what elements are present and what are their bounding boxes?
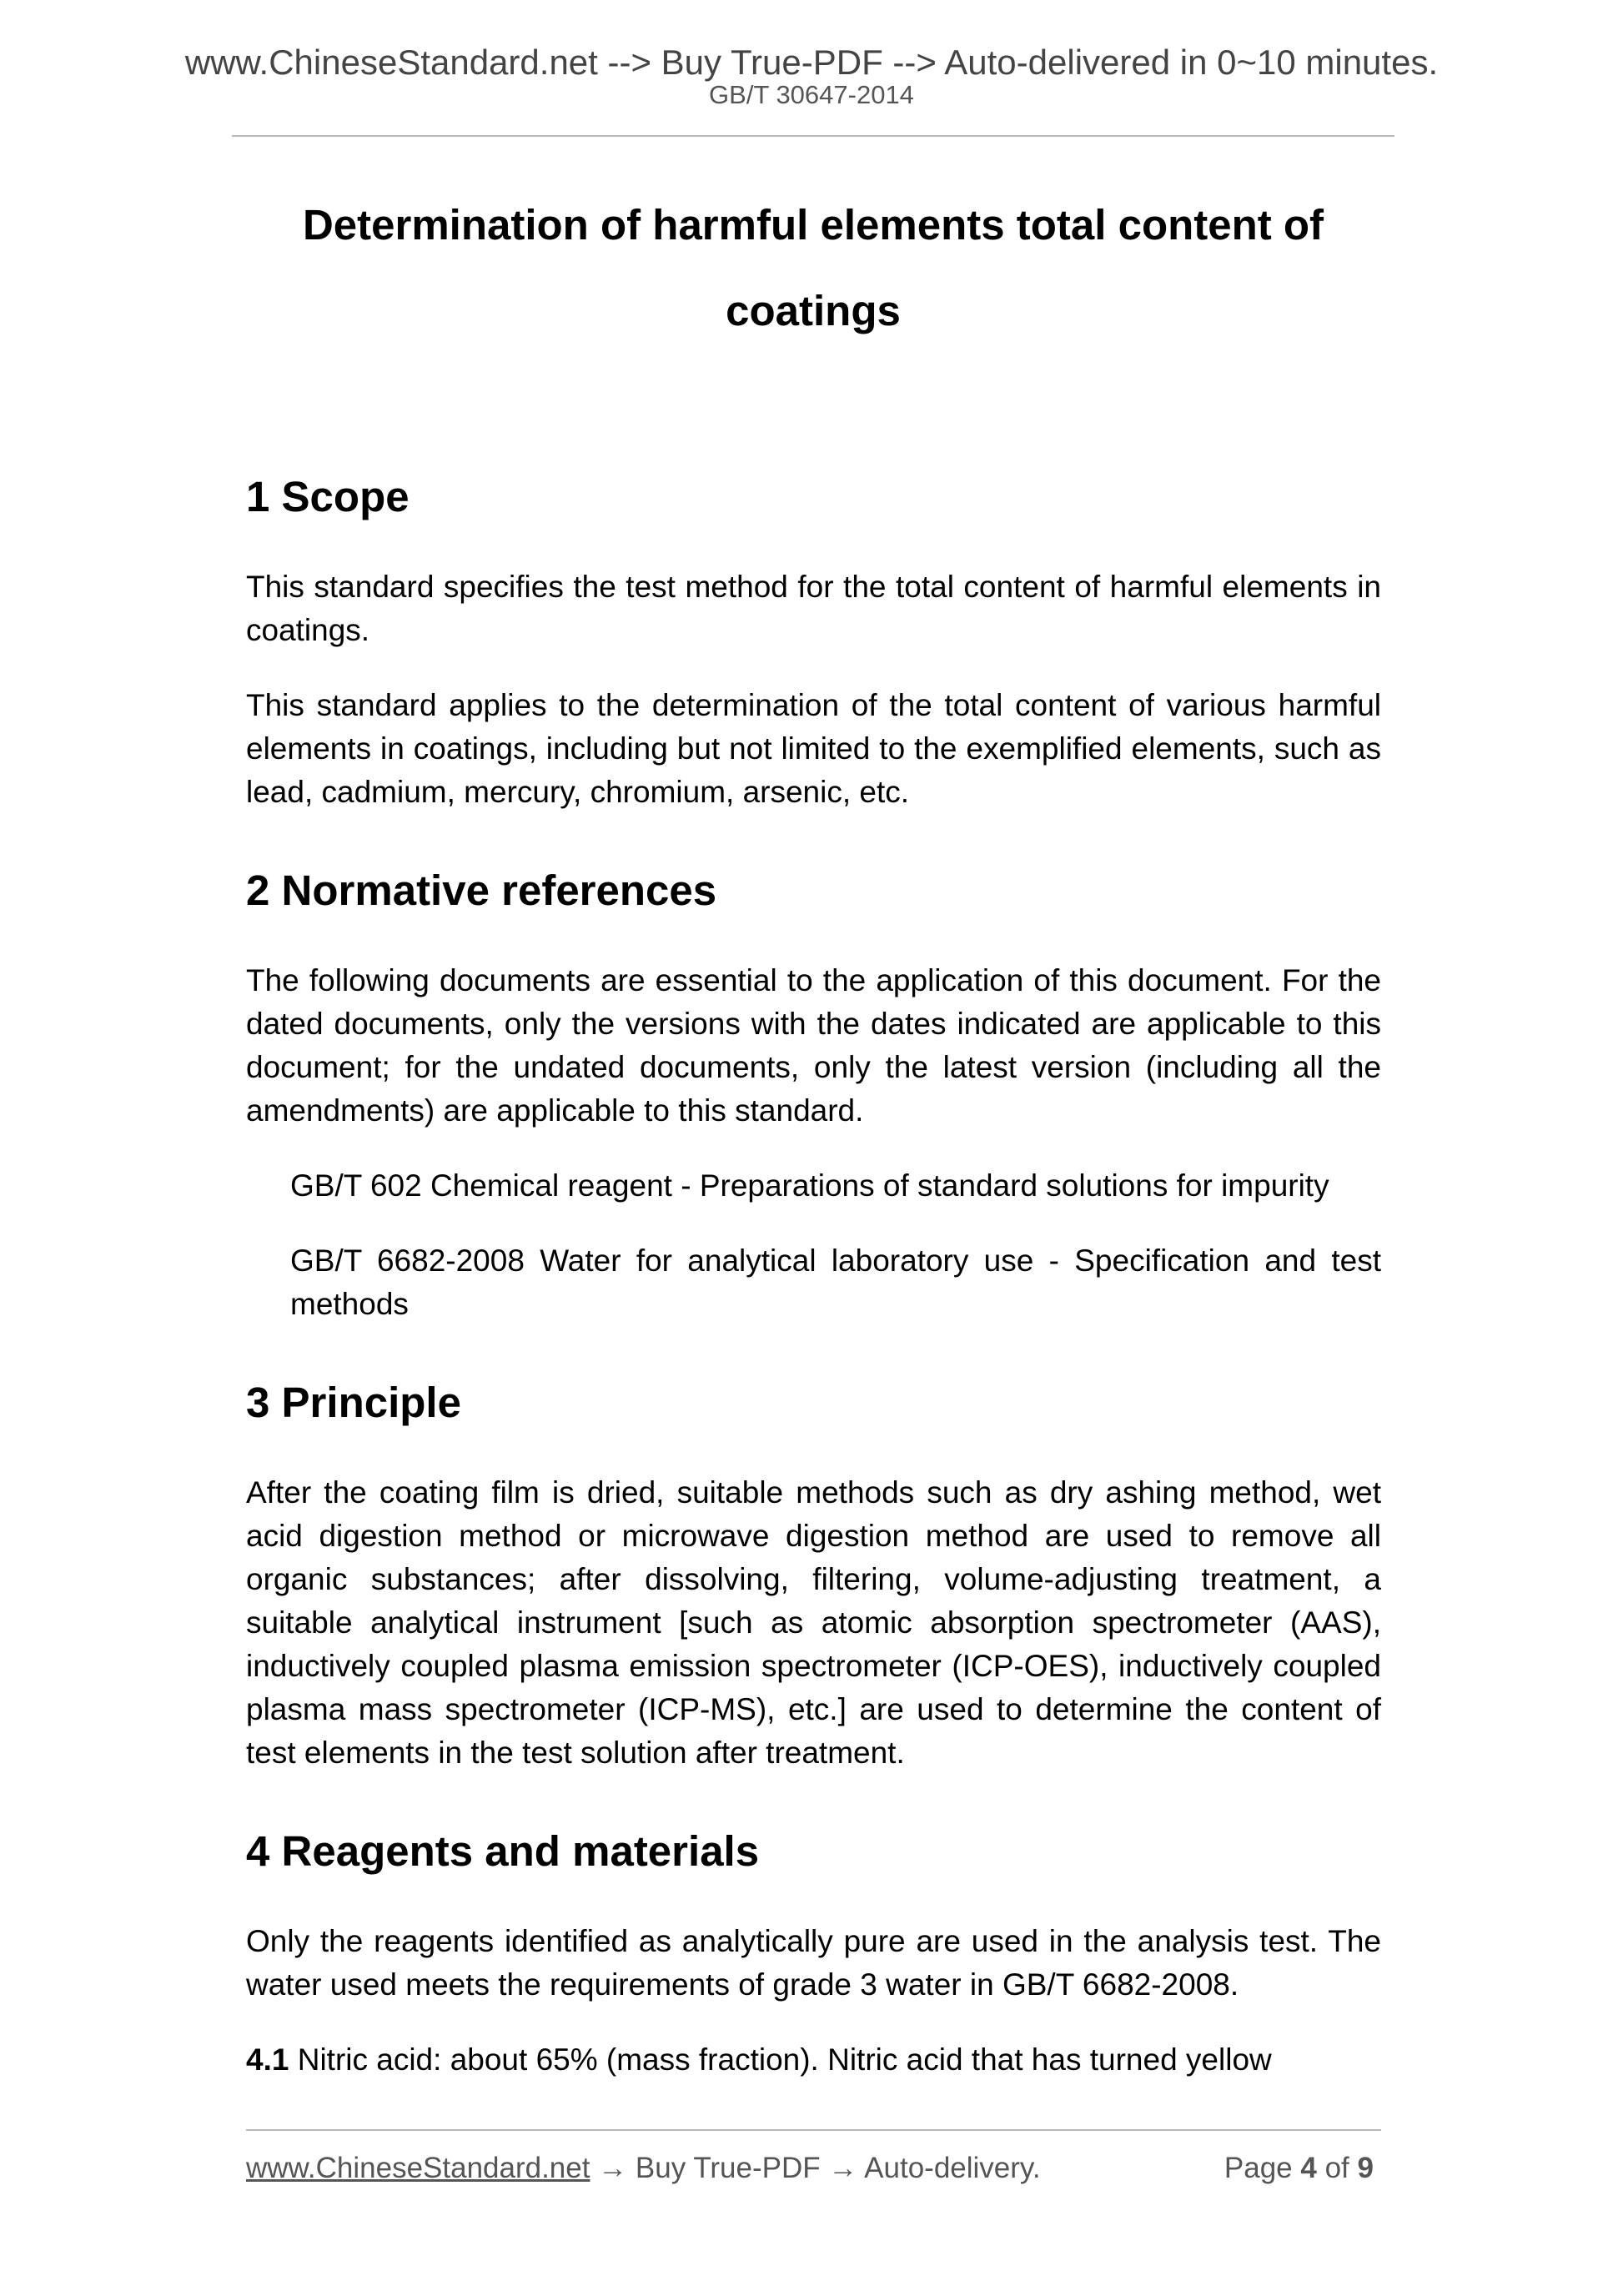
section-heading-principle: 3 Principle [246,1379,461,1426]
top-banner: www.ChineseStandard.net --> Buy True-PDF --> Auto-delivered in 0~10 minutes. [184,43,1439,82]
scope-paragraph-2: This standard applies to the determination of the total content of various harmful elements in coatings, including but not limited to the exemplified elements, such as lead, cadmium, mercury, chromium, arsenic, etc. [246,688,1381,809]
section-heading-reagents: 4 Reagents and materials [246,1827,760,1875]
principle-paragraph: After the coating film is dried, suitable methods such as dry ashing method, wet acid digestion method or microwave digestion method are used to remove all organic substances; after dissolving, filtering, volume-adjusting treatment, a suitable analytical instrument [such as atomic absorption spectrometer (AAS), inductively coupled plasma emission spectrometer (ICP-OES), inductively coupled plasma mass spectrometer (ICP-MS), etc.] are used to determine the content of test elements in the test solution after treatment. [246,1475,1381,1770]
page-current: 4 [1300,2152,1317,2184]
document-title [232,182,1394,354]
footer-site-link[interactable]: www.ChineseStandard.net [246,2152,590,2184]
page-total: 9 [1357,2152,1374,2184]
normative-paragraph: The following documents are essential to the application of this document. For the dated documents, only the versions with the dates indicated are applicable to this document; for the undated documents, only the latest version (including all the amendments) are applicable to this standard. [246,963,1381,1128]
item-text: Nitric acid: about 65% (mass fraction). Nitric acid that has turned yellow [297,2042,1272,2077]
page-footer [246,2150,1381,2187]
section-heading-normative-references: 2 Normative references [246,867,717,914]
reagent-item-4-1 [246,2038,1381,2082]
reference-gbt-602: GB/T 602 Chemical reagent - Preparations of standard solutions for impurity [290,1168,1329,1203]
page-of: of [1324,2152,1349,2184]
page-indicator [1224,2150,1374,2187]
document-body [246,472,1381,2082]
footer-tagline: → Buy True-PDF → Auto-delivery. [590,2152,1041,2184]
document-code: GB/T 30647-2014 [709,80,914,109]
item-number: 4.1 [246,2042,289,2077]
title-line-2: coatings [726,287,901,334]
header-divider [232,135,1394,137]
title-line-1: Determination of harmful elements total content of [302,201,1324,249]
reference-gbt-6682: GB/T 6682-2008 Water for analytical laboratory use - Specification and test methods [290,1243,1381,1321]
footer-divider [246,2129,1381,2131]
section-heading-scope: 1 Scope [246,473,410,520]
scope-paragraph-1: This standard specifies the test method for the total content of harmful elements in coatings. [246,570,1381,647]
page-label: Page [1224,2152,1293,2184]
reagents-paragraph: Only the reagents identified as analytically pure are used in the analysis test. The water used meets the requirements of grade 3 water in GB/T 6682-2008. [246,1924,1381,2002]
